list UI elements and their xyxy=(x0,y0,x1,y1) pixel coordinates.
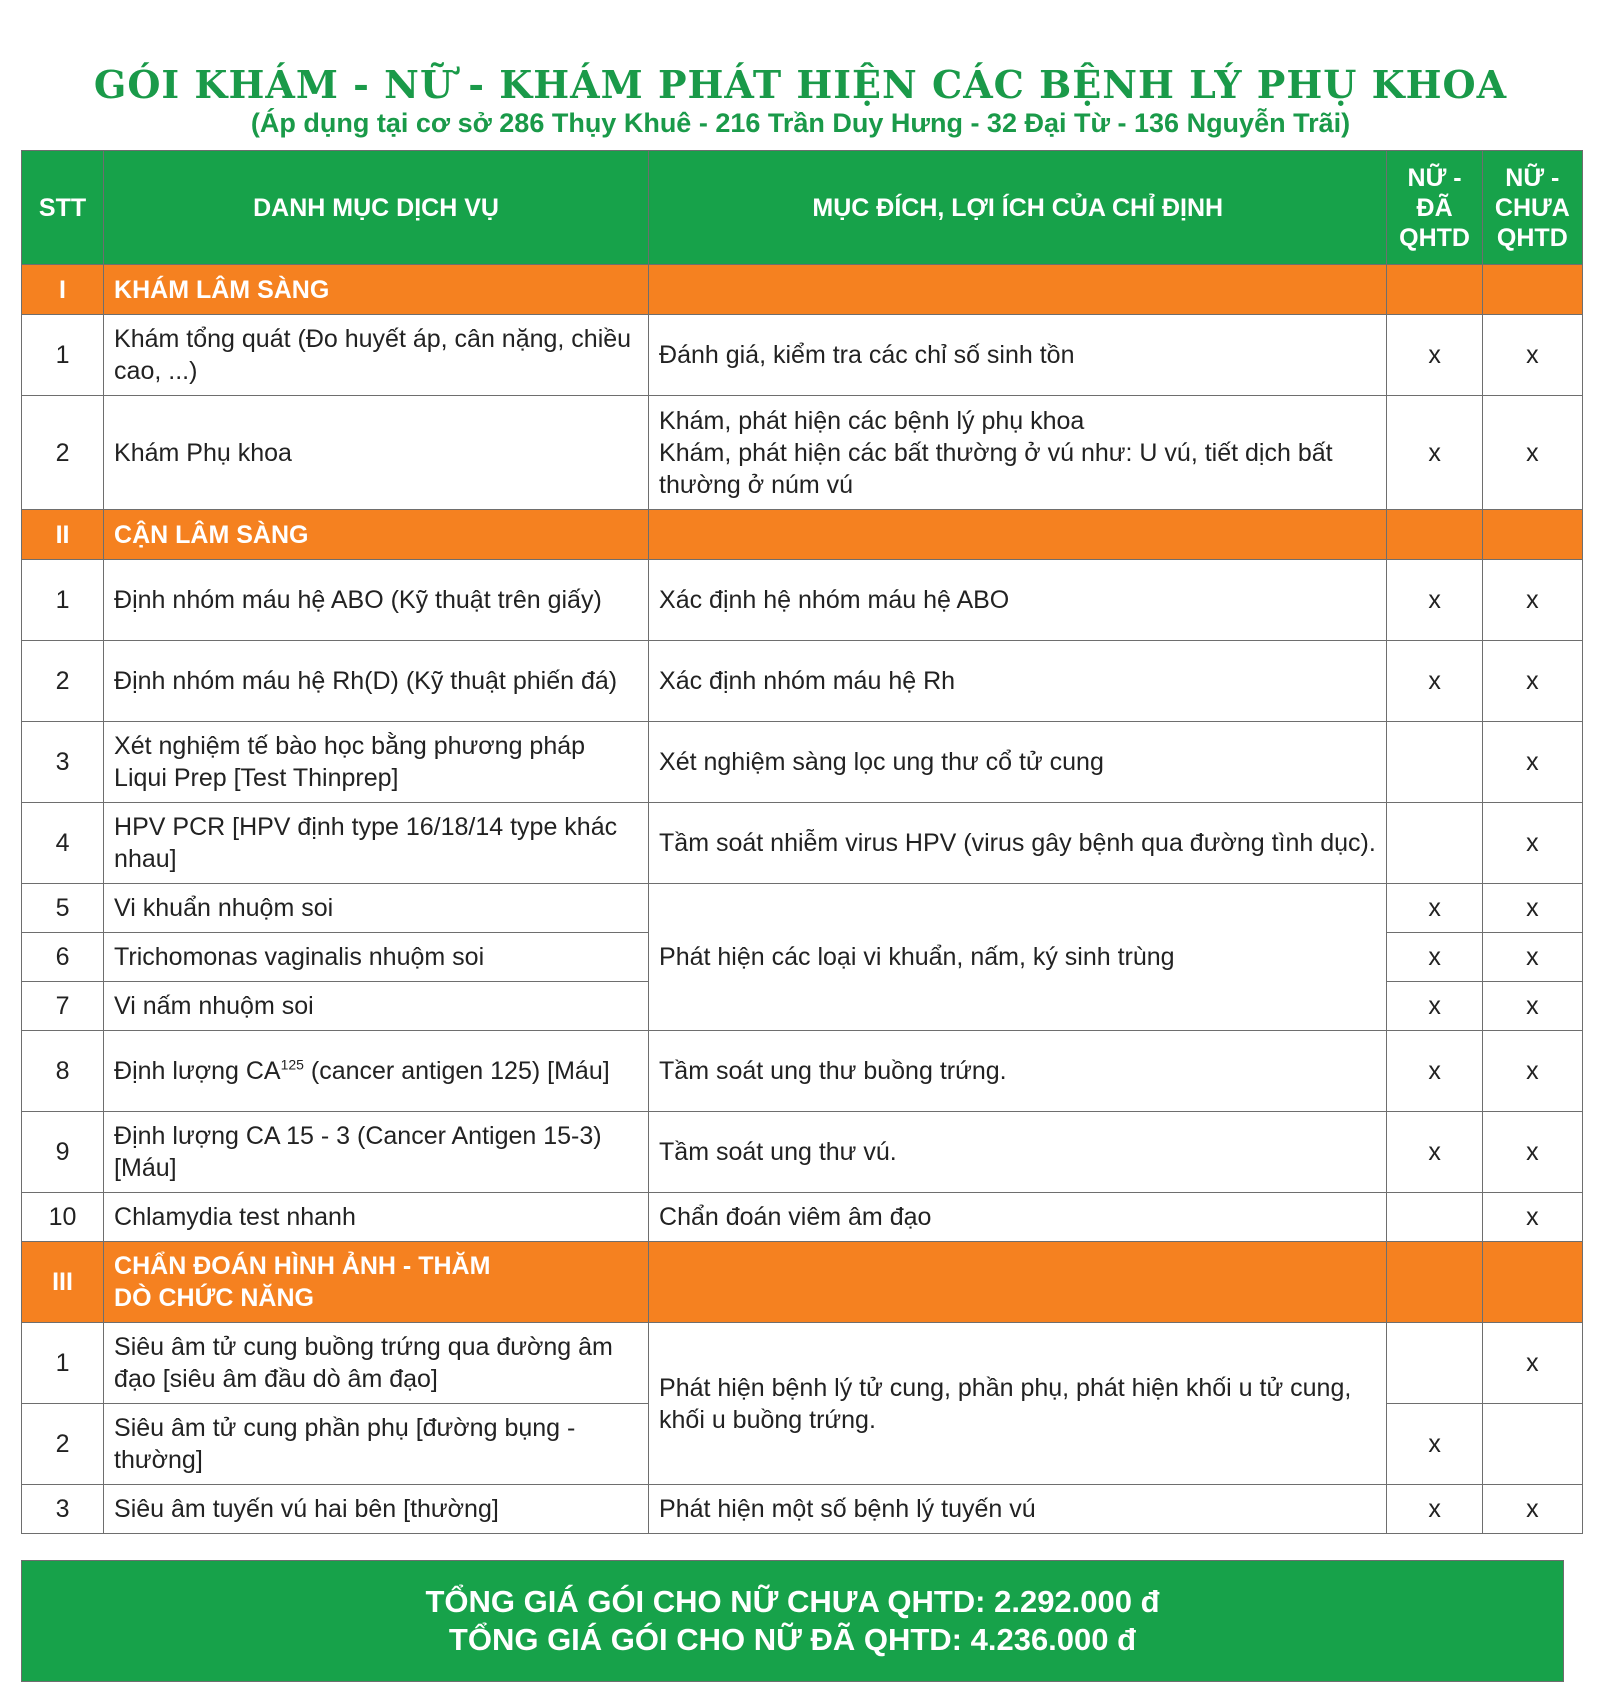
row-chua-mark xyxy=(1482,1404,1582,1485)
total-price-chua-qhtd: TỔNG GIÁ GÓI CHO NỮ CHƯA QHTD: 2.292.000 đ xyxy=(425,1584,1160,1619)
row-service: HPV PCR [HPV định type 16/18/14 type khác nhau] xyxy=(104,803,649,884)
row-da-mark: x xyxy=(1387,315,1482,396)
section-row xyxy=(22,265,1583,315)
total-price-da-qhtd: TỔNG GIÁ GÓI CHO NỮ ĐÃ QHTD: 4.236.000 đ xyxy=(448,1622,1137,1657)
row-purpose: Chẩn đoán viêm âm đạo xyxy=(649,1193,1387,1242)
page-title: GÓI KHÁM - NỮ - KHÁM PHÁT HIỆN CÁC BỆNH LÝ PHỤ KHOA xyxy=(93,62,1508,107)
row-purpose: Tầm soát ung thư vú. xyxy=(649,1112,1387,1193)
table-row xyxy=(22,396,1583,510)
row-chua-mark: x xyxy=(1482,933,1582,982)
row-service: Siêu âm tử cung buồng trứng qua đường âm đạo [siêu âm đầu dò âm đạo] xyxy=(104,1323,649,1404)
row-stt: 6 xyxy=(22,933,104,982)
row-purpose: Phát hiện bệnh lý tử cung, phần phụ, phát hiện khối u tử cung, khối u buồng trứng. xyxy=(649,1323,1387,1485)
table-row xyxy=(22,1193,1583,1242)
row-service: Định lượng CA 15 - 3 (Cancer Antigen 15-3) [Máu] xyxy=(104,1112,649,1193)
row-service-pre: Định lượng CA xyxy=(114,1057,281,1085)
row-da-mark xyxy=(1387,1323,1482,1404)
section-row xyxy=(22,1242,1583,1323)
row-chua-mark: x xyxy=(1482,1323,1582,1404)
section-title: CẬN LÂM SÀNG xyxy=(104,510,649,560)
page-subtitle: (Áp dụng tại cơ sở 286 Thụy Khuê - 216 Trần Duy Hưng - 32 Đại Từ - 136 Nguyễn Trãi) xyxy=(250,108,1351,138)
table-row xyxy=(22,722,1583,803)
row-service: Siêu âm tử cung phần phụ [đường bụng - thường] xyxy=(104,1404,649,1485)
row-purpose: Xác định nhóm máu hệ Rh xyxy=(649,641,1387,722)
row-service: Khám tổng quát (Đo huyết áp, cân nặng, chiều cao, ...) xyxy=(104,315,649,396)
row-stt: 1 xyxy=(22,315,104,396)
row-chua-mark: x xyxy=(1482,884,1582,933)
row-stt: 1 xyxy=(22,1323,104,1404)
row-da-mark: x xyxy=(1387,1485,1482,1534)
row-stt: 10 xyxy=(22,1193,104,1242)
row-stt: 3 xyxy=(22,1485,104,1534)
header-purpose: MỤC ĐÍCH, LỢI ÍCH CỦA CHỈ ĐỊNH xyxy=(649,151,1387,265)
table-header-row xyxy=(22,151,1583,265)
section-title: KHÁM LÂM SÀNG xyxy=(104,265,649,315)
row-service: Vi nấm nhuộm soi xyxy=(104,982,649,1031)
row-da-mark: x xyxy=(1387,560,1482,641)
section-number: II xyxy=(22,510,104,560)
row-service: Định nhóm máu hệ Rh(D) (Kỹ thuật phiến đá) xyxy=(104,641,649,722)
row-stt: 4 xyxy=(22,803,104,884)
row-da-mark: x xyxy=(1387,641,1482,722)
row-chua-mark: x xyxy=(1482,1485,1582,1534)
row-service: Chlamydia test nhanh xyxy=(104,1193,649,1242)
table-row xyxy=(22,1112,1583,1193)
row-da-mark: x xyxy=(1387,396,1482,510)
section-title: CHẨN ĐOÁN HÌNH ẢNH - THĂM DÒ CHỨC NĂNG xyxy=(104,1242,649,1323)
row-stt: 2 xyxy=(22,641,104,722)
header-da-qhtd: NỮ - ĐÃ QHTD xyxy=(1387,151,1482,265)
header-stt: STT xyxy=(22,151,104,265)
row-service: Khám Phụ khoa xyxy=(104,396,649,510)
row-service: Vi khuẩn nhuộm soi xyxy=(104,884,649,933)
row-chua-mark: x xyxy=(1482,315,1582,396)
total-price-banner xyxy=(21,1560,1564,1682)
header-service: DANH MỤC DỊCH VỤ xyxy=(104,151,649,265)
row-purpose: Khám, phát hiện các bệnh lý phụ khoa Khám, phát hiện các bất thường ở vú như: U vú, tiết dịch bất thường ở núm vú xyxy=(649,396,1387,510)
row-service: Xét nghiệm tế bào học bằng phương pháp Liqui Prep [Test Thinprep] xyxy=(104,722,649,803)
row-service-sup: 125 xyxy=(280,1056,304,1073)
table-row xyxy=(22,1031,1583,1112)
table-row xyxy=(22,803,1583,884)
row-stt: 9 xyxy=(22,1112,104,1193)
row-stt: 5 xyxy=(22,884,104,933)
row-chua-mark: x xyxy=(1482,803,1582,884)
table-row xyxy=(22,1323,1583,1404)
row-da-mark: x xyxy=(1387,1404,1482,1485)
row-da-mark: x xyxy=(1387,1112,1482,1193)
row-purpose: Phát hiện một số bệnh lý tuyến vú xyxy=(649,1485,1387,1534)
row-stt: 3 xyxy=(22,722,104,803)
row-chua-mark: x xyxy=(1482,722,1582,803)
row-stt: 8 xyxy=(22,1031,104,1112)
row-purpose: Tầm soát nhiễm virus HPV (virus gây bệnh qua đường tình dục). xyxy=(649,803,1387,884)
row-chua-mark: x xyxy=(1482,396,1582,510)
row-da-mark: x xyxy=(1387,1031,1482,1112)
row-stt: 1 xyxy=(22,560,104,641)
row-chua-mark: x xyxy=(1482,1193,1582,1242)
row-stt: 2 xyxy=(22,1404,104,1485)
row-purpose: Xác định hệ nhóm máu hệ ABO xyxy=(649,560,1387,641)
row-service: Siêu âm tuyến vú hai bên [thường] xyxy=(104,1485,649,1534)
table-row xyxy=(22,884,1583,933)
row-service xyxy=(104,1031,649,1112)
table-row xyxy=(22,560,1583,641)
table-row xyxy=(22,315,1583,396)
row-purpose: Đánh giá, kiểm tra các chỉ số sinh tồn xyxy=(649,315,1387,396)
row-chua-mark: x xyxy=(1482,1031,1582,1112)
row-purpose: Tầm soát ung thư buồng trứng. xyxy=(649,1031,1387,1112)
row-purpose: Phát hiện các loại vi khuẩn, nấm, ký sinh trùng xyxy=(649,884,1387,1031)
row-stt: 7 xyxy=(22,982,104,1031)
section-row xyxy=(22,510,1583,560)
table-row xyxy=(22,1485,1583,1534)
row-da-mark xyxy=(1387,803,1482,884)
row-da-mark: x xyxy=(1387,982,1482,1031)
row-da-mark: x xyxy=(1387,933,1482,982)
row-chua-mark: x xyxy=(1482,1112,1582,1193)
row-service: Trichomonas vaginalis nhuộm soi xyxy=(104,933,649,982)
row-da-mark: x xyxy=(1387,884,1482,933)
row-chua-mark: x xyxy=(1482,982,1582,1031)
section-number: III xyxy=(22,1242,104,1323)
service-table xyxy=(21,150,1583,1534)
row-da-mark xyxy=(1387,1193,1482,1242)
row-purpose: Xét nghiệm sàng lọc ung thư cổ tử cung xyxy=(649,722,1387,803)
row-chua-mark: x xyxy=(1482,560,1582,641)
table-row xyxy=(22,641,1583,722)
row-service-post: (cancer antigen 125) [Máu] xyxy=(303,1057,610,1085)
row-da-mark xyxy=(1387,722,1482,803)
row-stt: 2 xyxy=(22,396,104,510)
header-chua-qhtd: NỮ - CHƯA QHTD xyxy=(1482,151,1582,265)
row-chua-mark: x xyxy=(1482,641,1582,722)
row-service: Định nhóm máu hệ ABO (Kỹ thuật trên giấy) xyxy=(104,560,649,641)
section-number: I xyxy=(22,265,104,315)
